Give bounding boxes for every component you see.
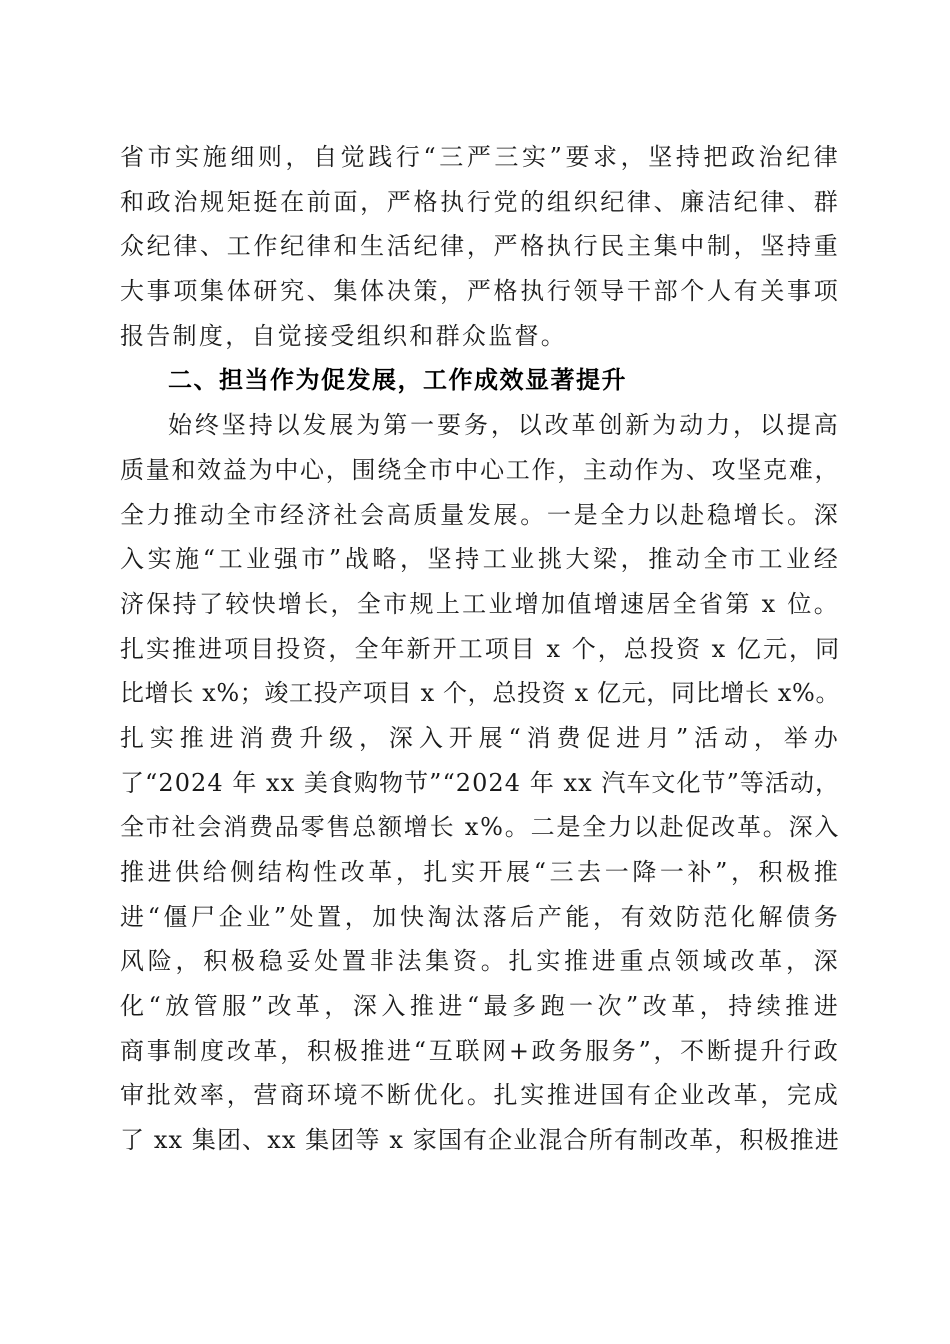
body-line: 报告制度，自觉接受组织和群众监督。 [120,321,568,350]
body-line: 众纪律、工作纪律和生活纪律，严格执行民主集中制，坚持重 [120,232,840,261]
body-line: 全力推动全市经济社会高质量发展。一是全力以赴稳增长。深 [120,500,840,529]
body-line: 济保持了较快增长，全市规上工业增加值增速居全省第 x 位。 [120,589,840,618]
body-line: 和政治规矩挺在前面，严格执行党的组织纪律、廉洁纪律、群 [120,187,840,216]
body-line: 化“放管服”改革，深入推进“最多跑一次”改革，持续推进 [120,992,840,1021]
body-line: 进“僵尸企业”处置，加快淘汰落后产能，有效防范化解债务 [120,902,840,931]
body-line: 风险，积极稳妥处置非法集资。扎实推进重点领域改革，深 [120,947,840,976]
body-line: 商事制度改革，积极推进“互联网+政务服务”，不断提升行政 [120,1036,840,1065]
body-line: 了“2024 年 xx 美食购物节”“2024 年 xx 汽车文化节”等活动， [120,768,841,797]
body-line: 大事项集体研究、集体决策，严格执行领导干部个人有关事项 [120,277,840,306]
document-body [120,135,840,1163]
body-line: 扎实推进项目投资，全年新开工项目 x 个，总投资 x 亿元，同 [120,634,842,663]
body-line: 推进供给侧结构性改革，扎实开展“三去一降一补”，积极推 [120,858,840,886]
body-line: 审批效率，营商环境不断优化。扎实推进国有企业改革，完成 [120,1081,840,1110]
body-line: 扎实推进消费升级，深入开展“消费促进月”活动，举办 [120,723,840,752]
body-line: 了 xx 集团、xx 集团等 x 家国有企业混合所有制改革，积极推进 [120,1126,840,1155]
body-line: 入实施“工业强市”战略，坚持工业挑大梁，推动全市工业经 [120,545,840,574]
section-heading: 二、担当作为促发展，工作成效显著提升 [168,366,627,395]
body-line: 比增长 x%；竣工投产项目 x 个，总投资 x 亿元，同比增长 x%。 [120,679,840,708]
body-line: 全市社会消费品零售总额增长 x%。二是全力以赴促改革。深入 [120,813,841,842]
body-line: 省市实施细则，自觉践行“三严三实”要求，坚持把政治纪律 [120,143,840,171]
body-line: 质量和效益为中心，围绕全市中心工作，主动作为、攻坚克难， [120,455,840,484]
body-line: 始终坚持以发展为第一要务，以改革创新为动力，以提高 [168,411,840,440]
